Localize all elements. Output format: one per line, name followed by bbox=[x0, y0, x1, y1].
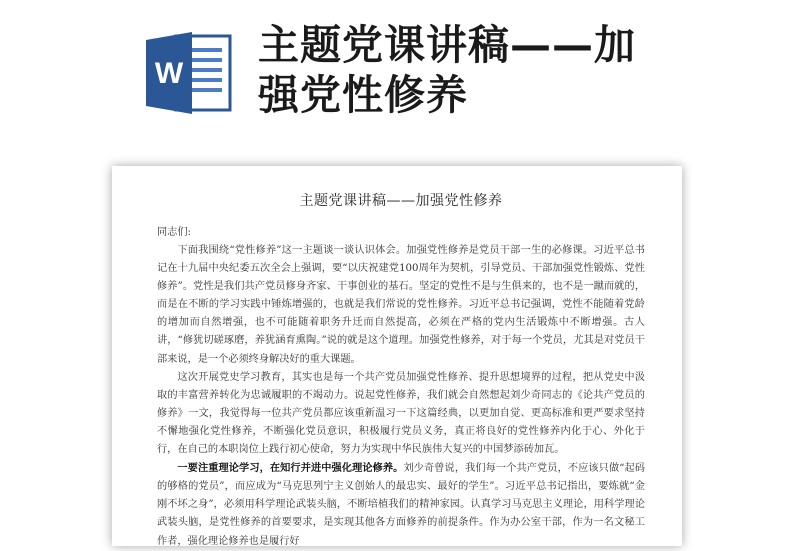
page-title-line-2: 强党性修养 bbox=[258, 71, 468, 119]
document-paragraph-1: 下面我围绕“党性修养”这一主题谈一谈认识体会。加强党性修养是党员干部一生的必修课。习近平总书记在十九届中央纪委五次全会上强调，要“以庆祝建党100周年为契机，引导党员、干部加强党性锻炼、党性修养”。党性是我们共产党员修身齐家、干事创业的基石。坚定的党性不是与生俱来的，也不是一蹴而就的，而是在不断的学习实践中锤炼增强的，也就是我们常说的党性修养。习近平总书记强调，党性不能随着党龄的增加而自然增强，也不可能随着职务升迁而自然提高，必须在严格的党内生活锻炼中不断增强。古人讲，“修犹切磋琢磨，养犹涵育熏陶。”说的就是这个道理。加强党性修养，对于每一个党员，尤其是对党员干部来说，是一个必须终身解决好的重大课题。 bbox=[157, 245, 646, 365]
paragraph-bold-lead: 一要注重理论学习，在知行并进中强化理论修养。 bbox=[177, 462, 404, 475]
word-icon-letter: W bbox=[154, 57, 184, 90]
document-greeting: 同志们: bbox=[157, 227, 191, 238]
document-paragraph-3 bbox=[157, 459, 645, 550]
page-title-line-1: 主题党课讲稿——加 bbox=[258, 21, 636, 69]
document-heading: 主题党课讲稿——加强党性修养 bbox=[299, 193, 503, 209]
header bbox=[0, 0, 800, 150]
document-page bbox=[112, 166, 682, 546]
paragraph-3-text: 刘少奇曾说，我们每一个共产党员，不应该只做“起码的够格的党员”，而应成为“马克思列宁主义创始人的最忠实、最好的学生”。习近平总书记指出，要炼就“金刚不坏之身”，必须用科学理论武装头脑，不断培植我们的精神家园。认真学习马克思主义理论，用科学理论武装头脑，是党性修养的首要要求，是实现其他各方面修养的前提条件。作为办公室干部，作为一名文秘工作者，强化理论修养也是履行好 bbox=[157, 463, 646, 547]
word-document-icon bbox=[142, 26, 236, 120]
document-paragraph-2: 这次开展党史学习教育，其实也是每一个共产党员加强党性修养、提升思想境界的过程，把从党史中汲取的丰富营养转化为忠诚履职的不竭动力。说起党性修养，我们就会自然想起刘少奇同志的《论共产党员的修养》一文，我觉得每一位共产党员都应该重新温习一下这篇经典，以更加自觉、更高标准和更严要求坚持不懈地强化党性修养，不断强化党员意识，积极履行党员义务，真正将良好的党性修养内化于心、外化于行，在自己的本职岗位上践行初心使命，努力为实现中华民族伟大复兴的中国梦添砖加瓦。 bbox=[157, 371, 645, 456]
document-content bbox=[157, 166, 645, 551]
page-title bbox=[258, 20, 778, 120]
